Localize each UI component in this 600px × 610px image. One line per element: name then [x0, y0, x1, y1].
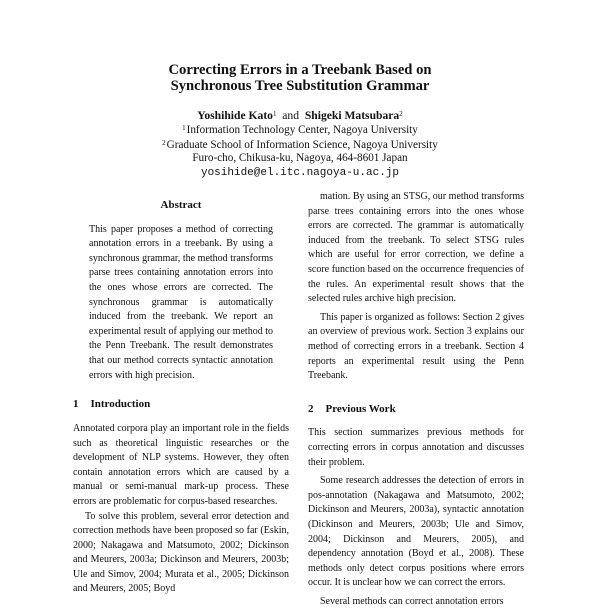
section-title: Previous Work [325, 402, 396, 415]
abstract-heading: Abstract [160, 199, 202, 211]
title-line-1: Correcting Errors in a Treebank Based on [168, 62, 432, 78]
section-title: Introduction [90, 398, 151, 411]
section-number: 1 [73, 398, 79, 411]
paragraph: This paper is organized as follows: Section 2 gives an overview of previous work. Section 3 explains our method of correcting errors in a treebank. Section 4 reports an experimental result using the Penn Treebank. [308, 311, 524, 382]
email[interactable]: yosihide@el.itc.nagoya-u.ac.jp [200, 167, 400, 179]
author-name: Yoshihide Kato [197, 109, 273, 122]
author-name: Shigeki Matsubara [304, 109, 400, 122]
affiliation-text: Information Technology Center, Nagoya University [186, 124, 418, 136]
section-heading-previous-work [308, 402, 524, 417]
paragraph: Some research addresses the detection of errors in pos-annotation (Nakagawa and Matsumoto, 2002; Dickinson and Meurers, 2003a), syntactic annotation (Dickinson and Meurers, 2003b; Ule and Simov, 2004; Dickinson and Meurers, 2005), and dependency annotation (Boyd et al., 2008). These methods only detect corpus positions where errors occur. It is unclear how we can correct the errors. [308, 475, 524, 589]
paragraph: This section summarizes previous methods for correcting errors in corpus annotation and discusses their problem. [308, 427, 524, 468]
author-mark: 1 [272, 110, 277, 118]
paragraph: Several methods can correct annotation errors [320, 595, 504, 607]
author-conjunction: and [282, 109, 300, 122]
paragraph: To solve this problem, several error detection and correction methods have been proposed so far (Eskin, 2000; Nakagawa and Matsumoto, 2002; Dickinson and Meurers, 2003a; Dickinson and Meurers, 2003b; Ule and Simov, 2004; Murata et al., 2005; Dickinson and Meurers, 2005; Boyd [73, 510, 289, 595]
left-column [73, 198, 289, 597]
affiliation-mark: 2 [162, 139, 166, 147]
paragraph: Annotated corpora play an important role in the fields such as theoretical linguistic researches or the development of NLP systems. However, they often contain annotation errors which are caused by a manual or semi-manual mark-up process. These errors are problematic for corpus-based researches. [73, 422, 289, 507]
right-column [308, 190, 524, 610]
abstract-text: This paper proposes a method of correcting annotation errors in a treebank. By using a synchronous grammar, the method transforms parse trees containing annotation errors into the ones whose errors are corrected. The synchronous grammar is automatically induced from the treebank. We report an experimental result of applying our method to the Penn Treebank. The result demonstrates that our method corrects syntactic annotation errors with high precision. [89, 223, 273, 381]
affiliation-mark: 1 [182, 124, 186, 132]
affiliation-text: Graduate School of Information Science, Nagoya University [166, 139, 438, 151]
address: Furo-cho, Chikusa-ku, Nagoya, 464-8601 Japan [192, 152, 408, 164]
section-number: 2 [308, 402, 314, 415]
title-line-2: Synchronous Tree Substitution Grammar [170, 78, 430, 94]
section-heading-introduction [73, 397, 289, 412]
paper-title [0, 62, 600, 94]
paragraph: mation. By using an STSG, our method transforms parse trees containing errors into the ones whose errors are corrected. The grammar is automatically induced from the treebank. To select STSG rules which are useful for error correction, we define a score function based on the occurrence frequencies of the rules. An experimental result shows that the selected rules archive high precision. [308, 191, 524, 305]
author-mark: 2 [399, 110, 403, 118]
